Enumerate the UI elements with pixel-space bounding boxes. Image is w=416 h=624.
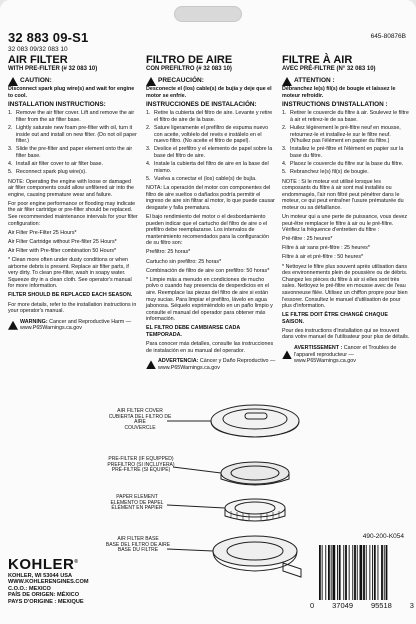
origin-line-fr: PAYS D'ORIGINE : MEXIQUE [8,598,84,605]
document-code: 645-80876B [370,33,406,40]
install-steps [146,110,276,182]
caution-label: CAUTION: [20,77,52,85]
details-text: For more details, refer to the installation instructions in your operator's manual. [8,301,137,315]
interval-1: Pré-filtre : 25 heures* [282,236,333,243]
list-item: 1. Remove the air filter cover. Lift and remove the air filter from the air filter base. [8,110,135,123]
origin-line-es: PAÍS DE ORIGEN: MÉXICO [8,592,80,599]
note: NOTE: Operating the engine with loose or damaged air filter components could allow unfiltered air into the engine, causing premature wear and failure. [8,178,134,198]
hang-hole [174,6,242,22]
list-item: 2. Sature ligeramente el prefiltro de espuma nuevo con aceite, voltéelo del revés e instálelo en el nuevo filtro. (No aceite el filtro de papel). [146,125,269,145]
prefilter-illustration [221,462,289,485]
maintenance-intro: Un moteur qui a une perte de puissance, vous devez peut-être remplacer le filtre à air ou le pré-filtre. Vérifiez la fréquence d'entretien du filtre : [282,213,408,234]
paper-element-illustration [225,499,285,521]
warning-icon [146,360,156,369]
interval-3: Combinación de filtro de aire con prefiltro: 50 horas* [146,267,270,274]
list-item: 4. Instale la cubierta del filtro de aire en la base del mismo. [146,161,269,174]
caution-label: ATTENTION : [294,77,335,85]
list-item: 5. Rebranchez le(s) fil(s) de bougie. [282,169,369,176]
cover-illustration [211,405,299,437]
interval-3: Air Filter with Pre-filter combination 50 Hours* [8,247,117,254]
list-item: 1. Retire la cubierta del filtro de aire. Levante y retire el filtro de aire de la base. [146,110,273,123]
english-caution [8,77,138,86]
base-illustration [213,536,301,577]
caution-label: PRECAUCIÓN: [158,77,204,85]
kohler-logo: KOHLER® [8,556,79,573]
warning-icon [8,321,18,330]
spanish-caution [146,77,276,86]
french-caution [282,77,410,86]
caution-text: Desconecte el (los) cable(s) de bujía y deje que el motor se enfríe. [146,86,272,99]
details-text: Para conocer más detalles, consulte las instrucciones de instalación en su manual del operador. [146,341,274,354]
part-number-block [8,30,88,53]
brand-block [8,556,88,605]
interval-3: Filtre à air et pré-filtre : 50 heures* [282,254,364,261]
replace-heading: EL FILTRO DEBE CAMBIARSE CADA TEMPORADA. [146,325,241,338]
interval-2: Air Filter Cartridge without Pre-filter 25 Hours* [8,238,117,245]
part-number: 32 883 09-S1 [8,30,89,45]
interval-2: Filtre à air sans pré-filtre : 25 heures* [282,245,370,252]
english-title: AIR FILTER [8,54,68,66]
interval-2: Cartucho sin prefiltro: 25 horas* [146,258,222,265]
install-steps [282,110,410,176]
list-item: 1. Retirer le couvercle du filtre à air. Soulevez le filtre à air et retirez-le de sa base. [282,110,409,123]
caution-text: Débranchez le(s) fil(s) de bougie et laissez le moteur refroidir. [282,86,396,99]
paper-element-label: PAPER ELEMENT ELEMENTO DE PAPEL ÉLÉMENT EN PAPIER [110,494,164,512]
barcode-id: 490-200-K054 [362,533,404,540]
maintenance-intro: For poor engine performance or flooding may indicate the air filter cartridge or pre-filter should be replaced. See recommended maintenance intervals for your filter configuration: [8,200,138,227]
list-item: 3. Slide the pre-filter and paper element onto the air filter base. [8,146,133,160]
interval-1: Prefiltro: 25 horas* [146,249,191,256]
list-item: 5. Vuelva a conectar el (los) cable(s) de bujía. [146,176,257,182]
barcode [318,545,406,600]
warning-icon [282,350,292,359]
list-item: 4. Placez le couvercle du filtre sur la base du filtre. [282,161,404,168]
french-column [282,54,410,365]
details-text: Pour des instructions d'installation qui se trouvent dans votre manuel de l'utilisateur pour plus de détails. [282,327,410,341]
french-subtitle: AVEC PRÉ-FILTRE (N° 32 083 10) [282,66,376,72]
part-number-sub: 32 083 09/32 083 10 [8,46,68,53]
english-subtitle: WITH PRE-FILTER (# 32 083 10) [8,66,98,72]
english-warning: WARNING: Cancer and Reproductive Harm — www.P65Warnings.ca.gov [8,319,138,332]
exploded-diagram [105,393,310,593]
note: NOTE : Si le moteur est utilisé lorsque les composants du filtre à air sont mal installés ou endommagés, l'air non filtré peut pénétrer dans le moteur, ce qui peut entraîner l'usure prématurée du moteur ou sa défaillance. [282,178,404,211]
replace-heading: LE FILTRE DOIT ÊTRE CHANGÉ CHAQUE SAISON. [282,312,388,325]
caution-icon [282,77,292,86]
maintenance-intro: El bajo rendimiento del motor o el desbordamiento pueden indicar que el cartucho del filtro de aire o el prefiltro debe reemplazarse. Los intervalos de mantenimiento recomendados para la configuración de su filtro son: [146,213,269,247]
star-note: * Nettoyez le filtre plus souvent après utilisation dans des environnements plein de poussière ou de débris. Changez les pièces du filtre à air si elles sont très sales. Nettoyez le pré-filtre en mousse avec de l'eau savonneuse filée. Utilisez un chiffon propre pour bien l'essorer. Consultez le manuel d'utilisation de pour plus d'information. [282,263,408,310]
install-heading: INSTRUCCIONES DE INSTALACIÓN: [146,101,257,109]
list-item: 5. Reconnect spark plug wire(s). [8,169,87,176]
interval-1: Air Filter Pre-Filter 25 Hours* [8,229,77,236]
star-note: * Clean more often under dusty conditions or when airborne debris is present. Replace air filter parts, if very dirty. To clean pre-filter, wash in soapy water. Squeeze dry in a clean cloth. See operator's manual for more information. [8,256,132,290]
origin-line-en: C.O.O.: MEXICO [8,585,51,592]
replace-heading: FILTER SHOULD BE REPLACED EACH SEASON. [8,292,133,299]
list-item: 2. Lightly saturate new foam pre-filter with oil, turn it inside out and install on new filter. (Do not oil paper filter.) [8,125,137,145]
barcode-digits: 0 37049 95518 3 [310,601,414,610]
caution-icon [146,77,156,86]
french-title: FILTRE À AIR [282,54,353,66]
prefilter-label: PRE-FILTER (IF EQUIPPED) PREFILTRO (SI INCLUYERA) PRÉ-FILTRE (SI ÉQUIPÉ) [107,456,175,474]
list-item: 3. Installez le pré-filtre et l'élément en papier sur la base du filtre. [282,146,404,160]
address-line: KOHLER, WI 53044 USA [8,573,73,579]
english-column [8,54,138,332]
spanish-subtitle: CON PREFILTRO (# 32 083 10) [146,66,232,72]
base-label: AIR FILTER BASE BASE DEL FILTRO DE AIRE BASE DU FILTRE [105,536,171,554]
install-steps [8,110,138,176]
spanish-warning: ADVERTENCIA: Cáncer y Daño Reproductivo — www.P65Warnings.ca.gov [146,358,276,371]
cover-label: AIR FILTER COVER CUBIERTA DEL FILTRO DE AIRE COUVERCLE [108,408,172,431]
website-line: WWW.KOHLERENGINES.COM [8,579,89,586]
install-heading: INSTALLATION INSTRUCTIONS: [8,101,106,109]
note: NOTA: La operación del motor con componentes del filtro de aire sueltos o dañados podría permitir el ingreso de aire sin filtrar al motor, lo que puede causar desgaste y falla prematura. [146,185,275,211]
caution-text: Disconnect spark plug wire(s) and wait for engine to cool. [8,86,135,99]
list-item: 2. Huilez légèrement le pré-filtre neuf en mousse, retournez-le et installez-le sur le filtre neuf. (N'huilez pas l'élément en papier du filtre.) [282,125,401,145]
list-item: 4. Install air filter cover to air filter base. [8,161,104,168]
spanish-column [146,54,276,371]
star-note: * Limpie más a menudo en condiciones de mucho polvo o cuando hay presencia de desperdicios en el aire. Reemplace las piezas del filtro de aire si están muy sucias. Para limpiar el prefiltro, lávelo en agua jabonosa. Séquelo exprimiéndolo en un paño limpio y consulte el manual del operador para obtener más información. [146,276,273,323]
install-heading: INSTRUCTIONS D'INSTALLATION : [282,101,388,109]
french-warning: AVERTISSEMENT : Cancer et Troubles de l'appareil reproducteur — www.P65Warnings.ca.gov [282,345,410,365]
spanish-title: FILTRO DE AIRE [146,54,233,66]
list-item: 3. Deslice el prefiltro y el elemento de papel sobre la base del filtro de aire. [146,146,273,160]
caution-icon [8,77,18,86]
